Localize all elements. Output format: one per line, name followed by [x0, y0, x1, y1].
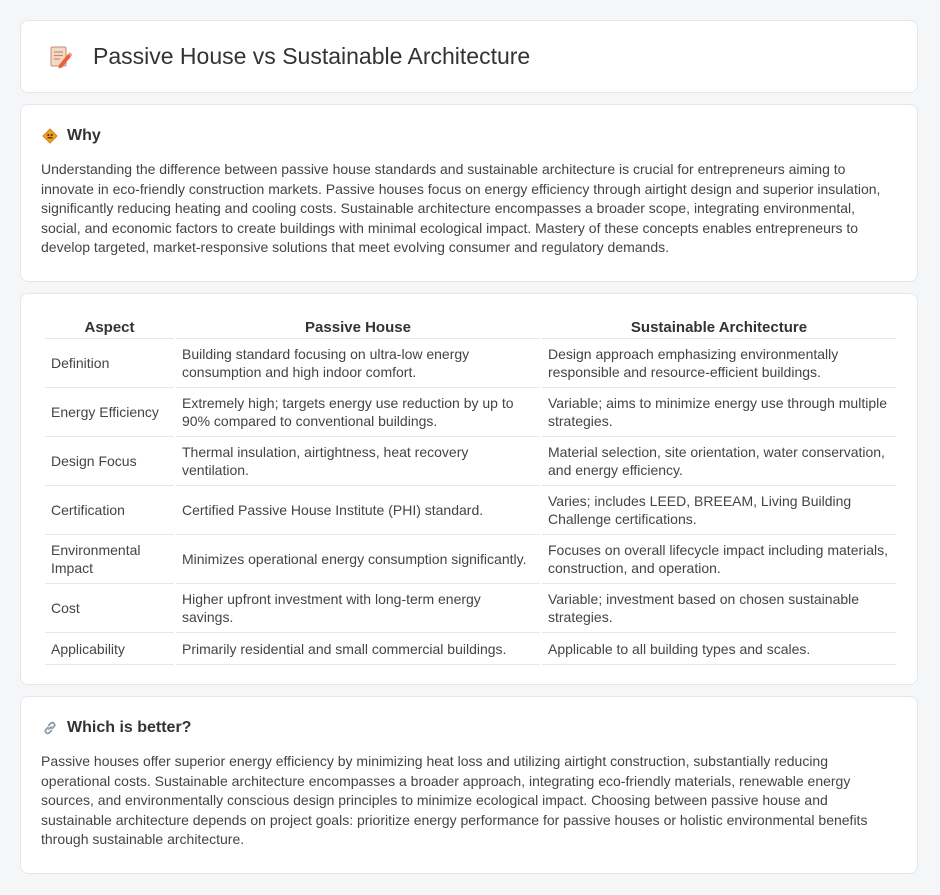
- header-card: [20, 20, 918, 93]
- sustainable-architecture-cell: Design approach emphasizing environmentally responsible and resource-efficient buildings.: [542, 339, 896, 388]
- table-row: [45, 388, 896, 437]
- aspect-cell: Definition: [45, 339, 174, 388]
- sustainable-architecture-cell: Material selection, site orientation, water conservation, and energy efficiency.: [542, 437, 896, 486]
- which-is-better-heading: [41, 719, 897, 737]
- sustainable-architecture-cell: Applicable to all building types and scales.: [542, 633, 896, 665]
- aspect-cell: Applicability: [45, 633, 174, 665]
- table-row: [45, 584, 896, 633]
- aspect-cell: Cost: [45, 584, 174, 633]
- comparison-table-card: [20, 293, 918, 685]
- table-row: [45, 339, 896, 388]
- passive-house-cell: Extremely high; targets energy use reduction by up to 90% compared to conventional buildings.: [176, 388, 540, 437]
- aspect-cell: Energy Efficiency: [45, 388, 174, 437]
- document-pencil-icon: [45, 42, 75, 72]
- which-is-better-section: [20, 696, 918, 874]
- table-row: [45, 535, 896, 584]
- page-title: Passive House vs Sustainable Architecture: [93, 43, 531, 69]
- sustainable-architecture-cell: Focuses on overall lifecycle impact including materials, construction, and operation.: [542, 535, 896, 584]
- passive-house-cell: Primarily residential and small commercial buildings.: [176, 633, 540, 665]
- aspect-cell: Design Focus: [45, 437, 174, 486]
- column-header-sustainable-architecture: Sustainable Architecture: [542, 314, 896, 339]
- comparison-table: [43, 314, 898, 665]
- why-heading: [41, 127, 897, 145]
- which-is-better-heading-label: Which is better?: [67, 719, 192, 736]
- table-header-row: [45, 314, 896, 339]
- why-text: Understanding the difference between passive house standards and sustainable architecture is crucial for entrepreneurs aiming to innovate in eco-friendly construction markets. Passive houses focus on energy efficiency through airtight design and superior insulation, significantly reducing heating and cooling costs. Sustainable architecture encompasses a broader scope, integrating environmental, social, and economic factors to create buildings with minimal ecological impact. Mastery of these concepts enables entrepreneurs to develop targeted, market-responsive solutions that meet evolving consumer and regulatory demands.: [41, 161, 881, 256]
- table-row: [45, 486, 896, 535]
- aspect-cell: Certification: [45, 486, 174, 535]
- passive-house-cell: Building standard focusing on ultra-low energy consumption and high indoor comfort.: [176, 339, 540, 388]
- aspect-cell: Environmental Impact: [45, 535, 174, 584]
- passive-house-cell: Minimizes operational energy consumption significantly.: [176, 535, 540, 584]
- passive-house-cell: Thermal insulation, airtightness, heat recovery ventilation.: [176, 437, 540, 486]
- column-header-passive-house: Passive House: [176, 314, 540, 339]
- sustainable-architecture-cell: Varies; includes LEED, BREEAM, Living Building Challenge certifications.: [542, 486, 896, 535]
- link-icon: [41, 719, 59, 737]
- table-row: [45, 633, 896, 665]
- which-is-better-text: Passive houses offer superior energy efficiency by minimizing heat loss and utilizing airtight construction, substantially reducing operational costs. Sustainable architecture encompasses a broader approach, integrating eco-friendly materials, renewable energy sources, and environmentally conscious design principles to minimize ecological impact. Choosing between passive house and sustainable architecture depends on project goals: prioritize energy performance for passive houses or holistic environmental benefits through sustainable architecture.: [41, 753, 868, 848]
- column-header-aspect: Aspect: [45, 314, 174, 339]
- table-row: [45, 437, 896, 486]
- diamond-sign-icon: [41, 127, 59, 145]
- why-section: [20, 104, 918, 282]
- sustainable-architecture-cell: Variable; investment based on chosen sustainable strategies.: [542, 584, 896, 633]
- why-heading-label: Why: [67, 127, 101, 144]
- passive-house-cell: Higher upfront investment with long-term energy savings.: [176, 584, 540, 633]
- sustainable-architecture-cell: Variable; aims to minimize energy use through multiple strategies.: [542, 388, 896, 437]
- passive-house-cell: Certified Passive House Institute (PHI) standard.: [176, 486, 540, 535]
